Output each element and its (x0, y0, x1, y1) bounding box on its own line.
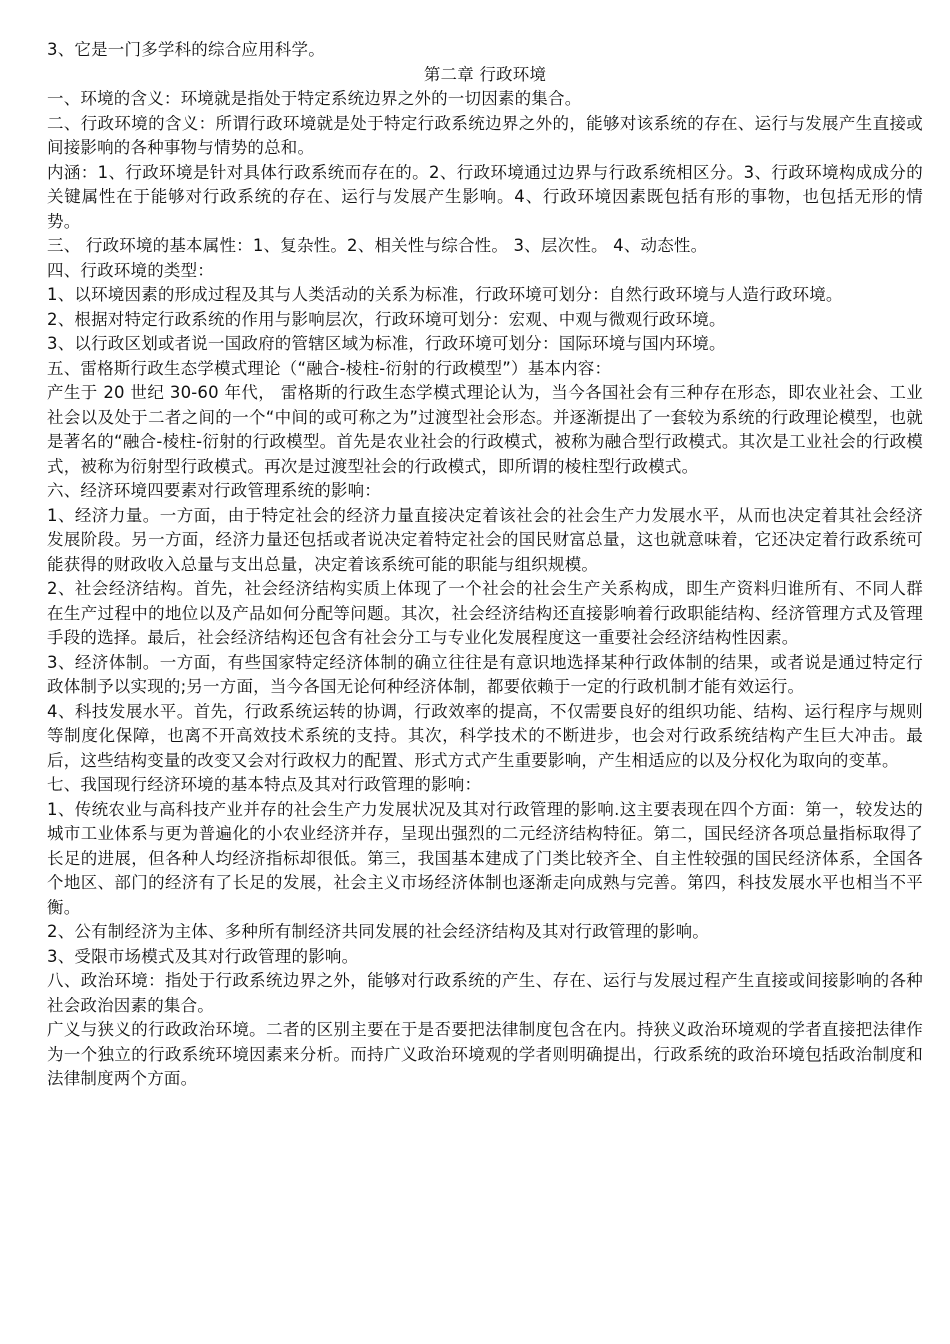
section-heading-economic-factors: 六、经济环境四要素对行政管理系统的影响： (47, 481, 381, 500)
paragraph-type-2: 2、根据对特定行政系统的作用与影响层次，行政环境可划分：宏观、中观与微观行政环境。 (47, 309, 726, 329)
paragraph-political-broad-narrow: 广义与狭义的行政政治环境。二者的区别主要在于是否要把法律制度包含在内。持狭义政治环境观的学者直接把法律作为一个独立的行政系统环境因素来分析。而持广义政治环境观的学者则明确提出，行政系统的政治环境包括政治制度和法律制度两个方面。 (47, 1020, 923, 1088)
paragraph-china-3: 3、受限市场模式及其对行政管理的影响。 (47, 946, 359, 966)
paragraph-basic-attributes: 三、 行政环境的基本属性：1、复杂性。2、相关性与综合性。 3、层次性。 4、动态性。 (47, 236, 708, 255)
paragraph-type-1: 1、以环境因素的形成过程及其与人类活动的关系为标准，行政环境可划分：自然行政环境与人造行政环境。 (47, 285, 843, 304)
paragraph-technology-level: 4、科技发展水平。首先，行政系统运转的协调，行政效率的提高，不仅需要良好的组织功能、结构、运行程序与规则等制度化保障，也离不开高效技术系统的支持。其次，科学技术的不断进步，也会对行政系统结构产生巨大冲击。最后，这些结构变量的改变又会对行政权力的配置、形式方式产生重要影响，产生相适应的以及分权化为取向的变革。 (47, 701, 923, 770)
section-heading-types: 四、行政环境的类型： (47, 260, 214, 280)
paragraph-china-2: 2、公有制经济为主体、多种所有制经济共同发展的社会经济结构及其对行政管理的影响。 (47, 922, 709, 941)
paragraph-admin-environment-definition: 二、行政环境的含义：所谓行政环境就是处于特定行政系统边界之外的，能够对该系统的存在、运行与发展产生直接或间接影响的各种事物与情势的总和。 (47, 113, 923, 157)
chapter-title: 第二章 行政环境 (423, 64, 547, 84)
paragraph-environment-definition: 一、环境的含义：环境就是指处于特定系统边界之外的一切因素的集合。 (47, 89, 582, 108)
paragraph-china-1: 1、传统农业与高科技产业并存的社会生产力发展状况及其对行政管理的影响.这主要表现在四个方面：第一，较发达的城市工业体系与更为普遍化的小农业经济并存，呈现出强烈的二元经济结构特征。第二，国民经济各项总量指标取得了长足的进展，但各种人均经济指标却很低。第三，我国基本建成了门类比较齐全、自主性较强的国民经济体系，全国各个地区、部门的经济有了长足的发展，社会主义市场经济体制也逐渐走向成熟与完善。第四，科技发展水平也相当不平衡。 (47, 799, 923, 917)
paragraph-riggs-theory: 产生于 20 世纪 30-60 年代， 雷格斯的行政生态学模式理论认为，当今各国社会有三种存在形态，即农业社会、工业社会以及处于二者之间的一个“中间的或可称之为”过渡型社会形态。并逐渐提出了一套较为系统的行政理论模型，也就是著名的“融合-棱柱-衍射的行政模型。首先是农业社会的行政模式，被称为融合型行政模式。其次是工业社会的行政模式，被称为衍射型行政模式。再次是过渡型社会的行政模式，即所谓的棱柱型行政模式。 (47, 383, 923, 476)
paragraph-economic-structure: 2、社会经济结构。首先，社会经济结构实质上体现了一个社会的社会生产关系构成，即生产资料归谁所有、不同人群在生产过程中的地位以及产品如何分配等问题。其次，社会经济结构还直接影响着行政职能结构、经济管理方式及管理手段的选择。最后，社会经济结构还包含有社会分工与专业化发展程度这一重要社会经济结构性因素。 (47, 579, 923, 647)
section-heading-riggs: 五、雷格斯行政生态学模式理论（“融合-棱柱-衍射的行政模型”）基本内容： (47, 358, 612, 378)
paragraph-political-environment: 八、政治环境：指处于行政系统边界之外，能够对行政系统的产生、存在、运行与发展过程产生直接或间接影响的各种社会政治因素的集合。 (47, 971, 923, 1015)
paragraph-item-3: 3、它是一门多学科的综合应用科学。 (47, 40, 325, 59)
document-page (47, 38, 923, 1092)
paragraph-type-3: 3、以行政区划或者说一国政府的管辖区域为标准，行政环境可划分：国际环境与国内环境。 (47, 334, 726, 353)
paragraph-economic-power: 1、经济力量。一方面，由于特定社会的经济力量直接决定着该社会的社会生产力发展水平，从而也决定着其社会经济发展阶段。另一方面，经济力量还包括或者说决定着特定社会的国民财富总量，这也就意味着，它还决定着行政系统可能获得的财政收入总量与支出总量，决定着该系统可能的职能与组织规模。 (47, 505, 923, 574)
section-heading-china-economy: 七、我国现行经济环境的基本特点及其对行政管理的影响： (47, 775, 482, 794)
paragraph-connotation: 内涵：1、行政环境是针对具体行政系统而存在的。2、行政环境通过边界与行政系统相区分。3、行政环境构成成分的关键属性在于能够对行政系统的存在、运行与发展产生影响。4、行政环境因素既包括有形的事物，也包括无形的情势。 (47, 162, 923, 231)
paragraph-economic-system: 3、经济体制。一方面，有些国家特定经济体制的确立往往是有意识地选择某种行政体制的结果，或者说是通过特定行政体制予以实现的;另一方面，当今各国无论何种经济体制，都要依赖于一定的行政机制才能有效运行。 (47, 652, 923, 696)
